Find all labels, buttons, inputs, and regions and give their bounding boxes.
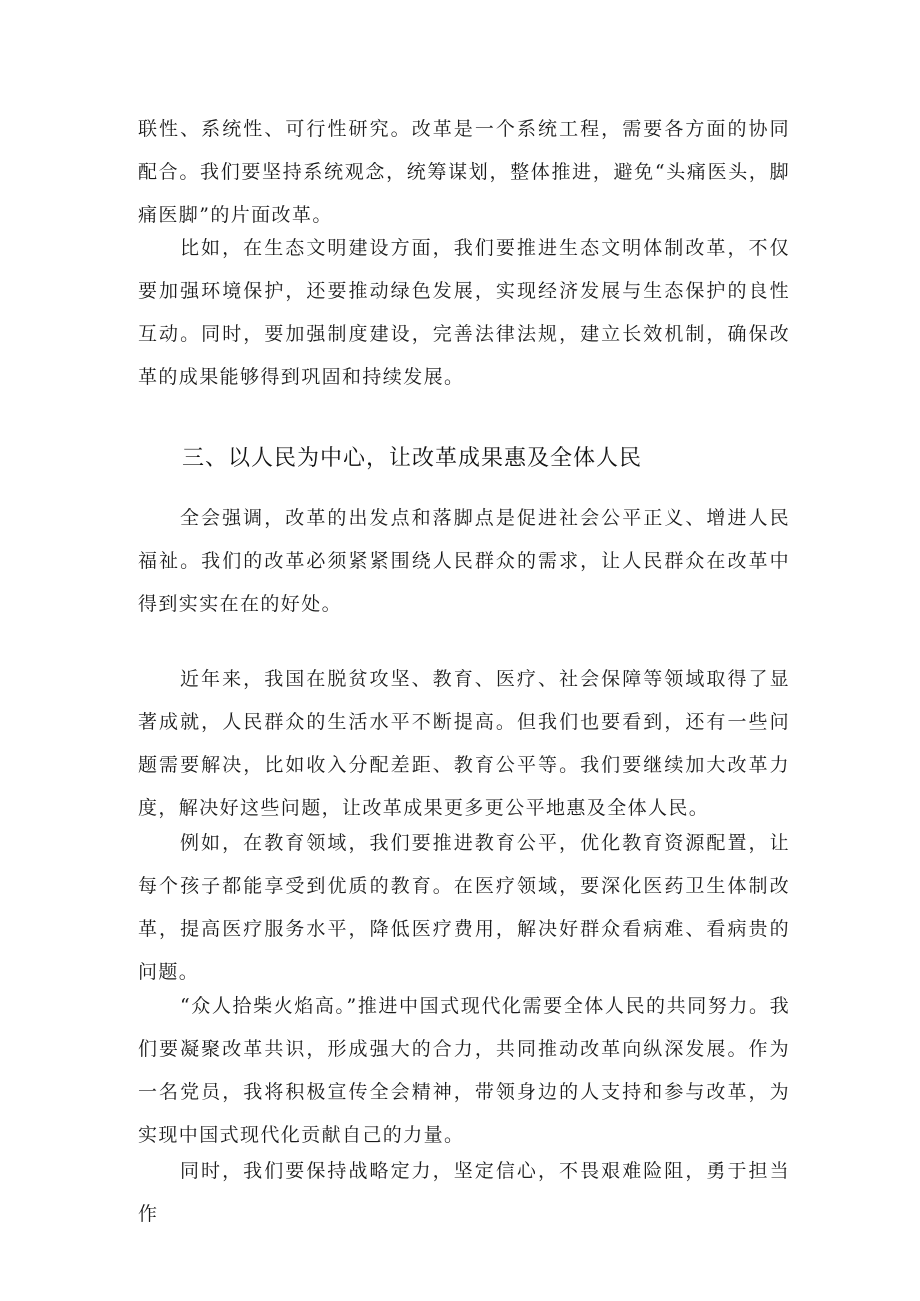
- paragraph-education-healthcare: 例如，在教育领域，我们要推进教育公平，优化教育资源配置，让每个孩子都能享受到优质的教育。在医疗领域，要深化医药卫生体制改革，提高医疗服务水平，降低医疗费用，解决好群众看病难、看病贵的问题。: [138, 832, 790, 983]
- paragraph-system-reform: 联性、系统性、可行性研究。改革是一个系统工程，需要各方面的协同配合。我们要坚持系统观念，统筹谋划，整体推进，避免“头痛医头，脚痛医脚”的片面改革。: [138, 118, 790, 226]
- paragraph-strategic-resolve: 同时，我们要保持战略定力，坚定信心，不畏艰难险阻，勇于担当作: [138, 1160, 790, 1225]
- paragraph-social-fairness: 全会强调，改革的出发点和落脚点是促进社会公平正义、增进人民福祉。我们的改革必须紧紧围绕人民群众的需求，让人民群众在改革中得到实实在在的好处。: [138, 507, 790, 615]
- paragraph-collective-effort: “众人拾柴火焰高。”推进中国式现代化需要全体人民的共同努力。我们要凝聚改革共识，形成强大的合力，共同推动改革向纵深发展。作为一名党员，我将积极宣传全会精神，带领身边的人支持和参与改革，为实现中国式现代化贡献自己的力量。: [138, 995, 790, 1146]
- paragraph-ecological-civilization: 比如，在生态文明建设方面，我们要推进生态文明体制改革，不仅要加强环境保护，还要推动绿色发展，实现经济发展与生态保护的良性互动。同时，要加强制度建设，完善法律法规，建立长效机制，确保改革的成果能够得到巩固和持续发展。: [138, 237, 790, 388]
- paragraph-recent-achievements: 近年来，我国在脱贫攻坚、教育、医疗、社会保障等领域取得了显著成就，人民群众的生活水平不断提高。但我们也要看到，还有一些问题需要解决，比如收入分配差距、教育公平等。我们要继续加大改革力度，解决好这些问题，让改革成果更多更公平地惠及全体人民。: [138, 668, 790, 819]
- section-heading-people-centered: 三、以人民为中心，让改革成果惠及全体人民: [182, 446, 643, 471]
